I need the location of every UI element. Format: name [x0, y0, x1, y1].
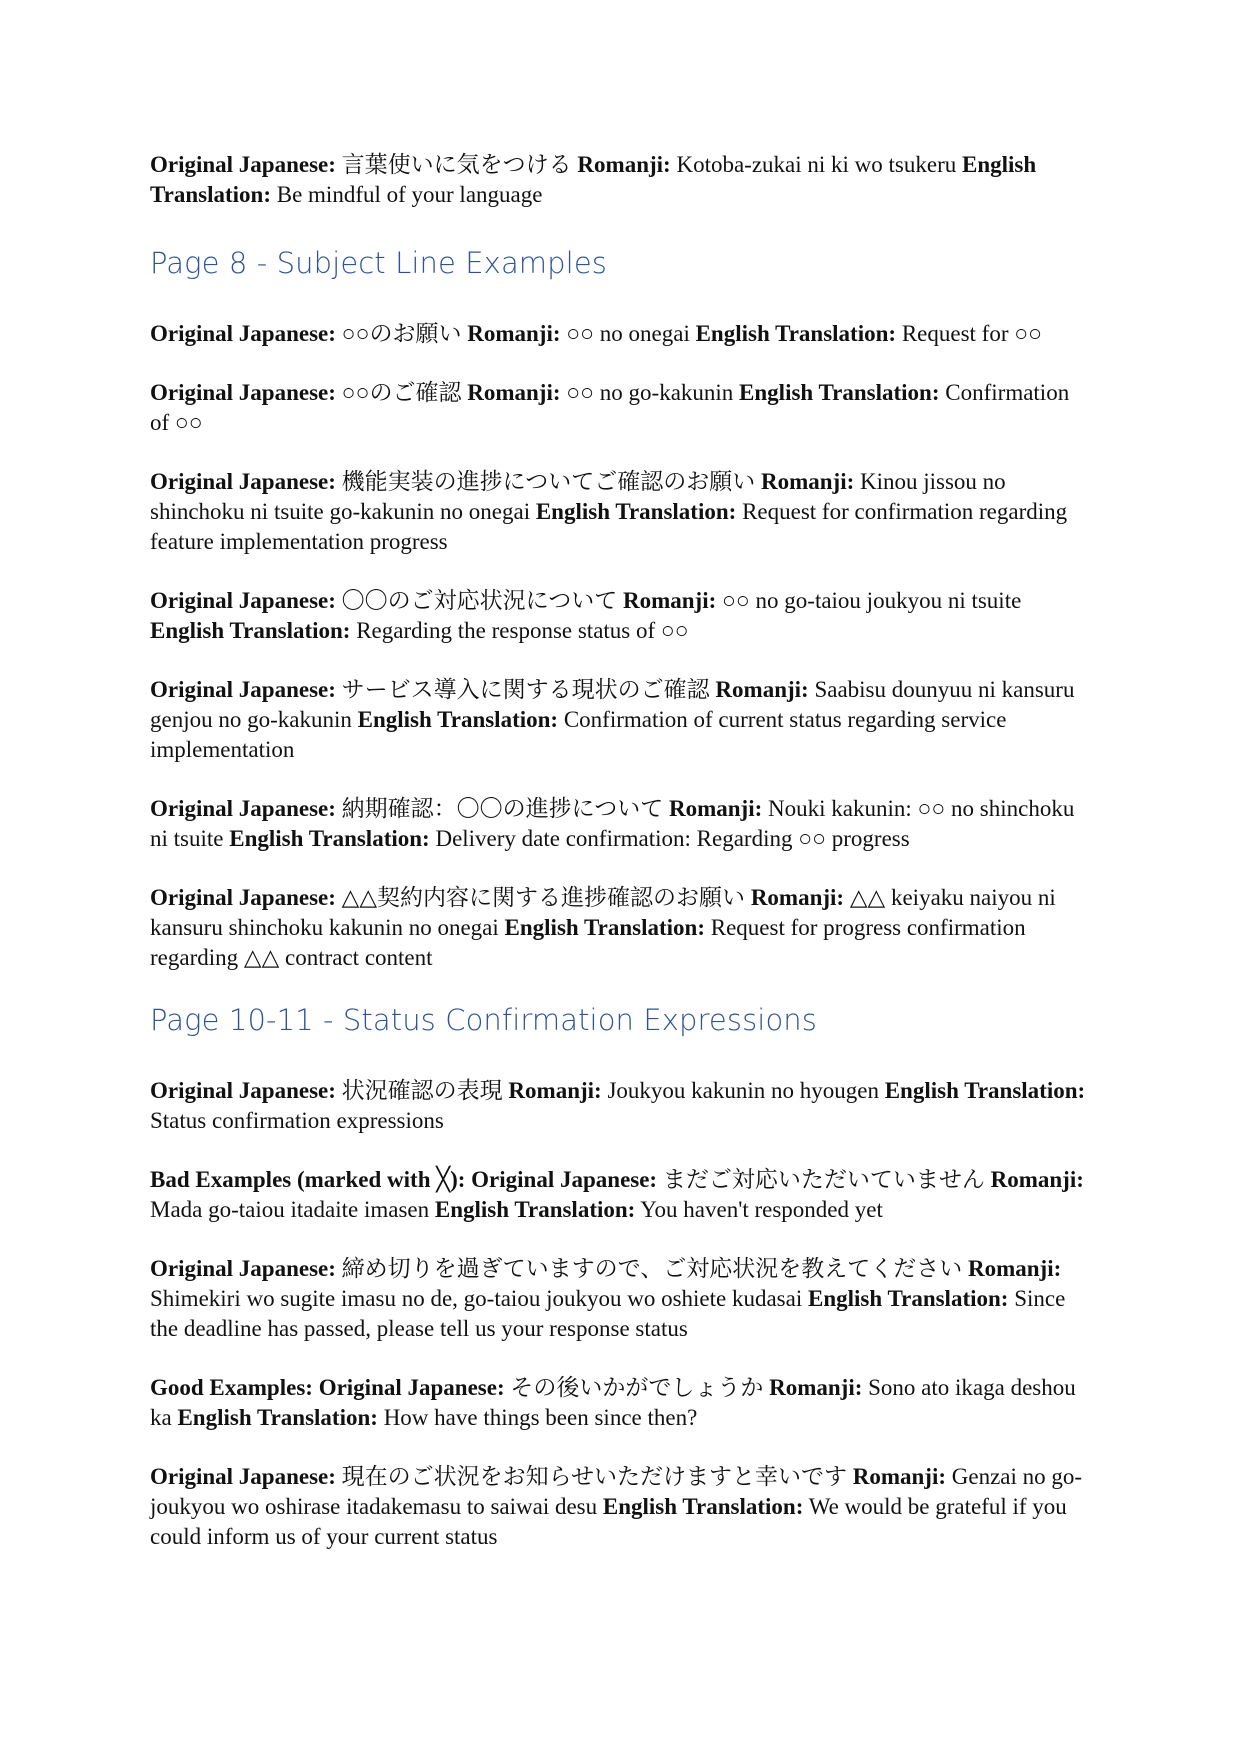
japanese-text: 言葉使いに気をつける	[341, 152, 572, 177]
label-english-translation: English Translation:	[535, 499, 737, 524]
english-text: Status confirmation expressions	[150, 1108, 444, 1133]
label-english-translation: English Translation:	[884, 1078, 1086, 1103]
entry	[150, 794, 1090, 854]
romanji-text: Joukyou kakunin no hyougen	[607, 1078, 879, 1103]
label-original-japanese: Original Japanese:	[150, 796, 336, 821]
entry	[150, 1462, 1090, 1552]
label-romanji: Romanji:	[622, 588, 717, 613]
romanji-text: ○○ no go-taiou joukyou ni tsuite	[722, 588, 1022, 613]
english-text: Be mindful of your language	[276, 182, 543, 207]
english-text: Since the deadline has passed, please tell us your response status	[150, 1286, 1066, 1341]
japanese-text: 納期確認：〇〇の進捗について	[341, 796, 664, 821]
label-original-japanese: Original Japanese:	[318, 1375, 505, 1400]
label-original-japanese: Original Japanese:	[150, 380, 336, 405]
romanji-text: Shimekiri wo sugite imasu no de, go-taiou joukyou wo oshiete kudasai	[150, 1286, 803, 1311]
japanese-text: 状況確認の表現	[341, 1078, 503, 1103]
japanese-text: その後いかがでしょうか	[510, 1375, 764, 1400]
entry	[150, 319, 1090, 349]
label-romanji: Romanji:	[852, 1464, 947, 1489]
romanji-text: ○○ no onegai	[566, 321, 690, 346]
english-text: Confirmation of current status regarding service implementation	[150, 707, 1007, 762]
english-text: Delivery date confirmation: Regarding ○○ progress	[435, 826, 910, 851]
bad-examples-label: Bad Examples (marked with ╳):	[150, 1167, 466, 1192]
label-romanji: Romanji:	[990, 1167, 1084, 1192]
japanese-text: △△契約内容に関する進捗確認のお願い	[341, 885, 746, 910]
label-english-translation: English Translation:	[229, 826, 430, 851]
entry-good-example	[150, 1373, 1090, 1433]
english-text: We would be grateful if you could inform us of your current status	[150, 1494, 1067, 1549]
label-english-translation: English Translation:	[602, 1494, 804, 1519]
label-original-japanese: Original Japanese:	[150, 588, 336, 613]
label-original-japanese: Original Japanese:	[471, 1167, 658, 1192]
english-text: Request for confirmation regarding feature implementation progress	[150, 499, 1068, 554]
japanese-text: サービス導入に関する現状のご確認	[341, 677, 710, 702]
label-romanji: Romanji:	[668, 796, 763, 821]
label-original-japanese: Original Japanese:	[150, 1078, 336, 1103]
romanji-text: Kinou jissou no shinchoku ni tsuite go-kakunin no onegai	[150, 469, 1006, 524]
document-page	[150, 150, 1090, 1581]
japanese-text: ○○のご確認	[341, 380, 462, 405]
label-romanji: Romanji:	[750, 885, 845, 910]
romanji-text: ○○ no go-kakunin	[566, 380, 734, 405]
label-english-translation: English Translation:	[357, 707, 559, 732]
label-romanji: Romanji:	[715, 677, 809, 702]
label-romanji: Romanji:	[508, 1078, 602, 1103]
english-text: How have things been since then?	[383, 1405, 698, 1430]
entry	[150, 883, 1090, 973]
english-text: Request for ○○	[901, 321, 1043, 346]
entry	[150, 1076, 1090, 1136]
intro-entry	[150, 150, 1090, 210]
entry	[150, 586, 1090, 646]
label-english-translation: English Translation:	[807, 1286, 1009, 1311]
english-text: Confirmation of ○○	[150, 380, 1070, 435]
romanji-text: Mada go-taiou itadaite imasen	[150, 1197, 430, 1222]
romanji-text: △△ keiyaku naiyou ni kansuru shinchoku kakunin no onegai	[150, 885, 1056, 940]
label-original-japanese: Original Japanese:	[150, 1256, 336, 1281]
label-romanji: Romanji:	[967, 1256, 1062, 1281]
romanji-text: Kotoba-zukai ni ki wo tsukeru	[676, 152, 957, 177]
label-original-japanese: Original Japanese:	[150, 885, 336, 910]
japanese-text: 機能実装の進捗についてご確認のお願い	[341, 469, 756, 494]
romanji-text: Nouki kakunin: ○○ no shinchoku ni tsuite	[150, 796, 1075, 851]
entry	[150, 1254, 1090, 1344]
japanese-text: まだご対応いただいていません	[662, 1167, 985, 1192]
label-romanji: Romanji:	[467, 321, 561, 346]
japanese-text: 〇〇のご対応状況について	[341, 588, 618, 613]
romanji-text: Sono ato ikaga deshou ka	[150, 1375, 1076, 1430]
entry	[150, 467, 1090, 557]
label-romanji: Romanji:	[760, 469, 855, 494]
japanese-text: 現在のご状況をお知らせいただけますと幸いです	[341, 1464, 847, 1489]
japanese-text: ○○のお願い	[341, 321, 462, 346]
label-original-japanese: Original Japanese:	[150, 677, 336, 702]
label-original-japanese: Original Japanese:	[150, 469, 336, 494]
label-original-japanese: Original Japanese:	[150, 152, 336, 177]
english-text: Regarding the response status of ○○	[356, 618, 689, 643]
section-heading-status-confirmation: Page 10-11 - Status Confirmation Expressions	[150, 1003, 817, 1037]
label-romanji: Romanji:	[467, 380, 561, 405]
entry-bad-example	[150, 1165, 1090, 1225]
label-english-translation: English Translation:	[504, 915, 705, 940]
section-heading-subject-lines: Page 8 - Subject Line Examples	[150, 246, 607, 280]
label-english-translation: English Translation:	[150, 618, 351, 643]
label-romanji: Romanji:	[769, 1375, 863, 1400]
romanji-text: Saabisu dounyuu ni kansuru genjou no go-kakunin	[150, 677, 1075, 732]
japanese-text: 締め切りを過ぎていますので、ご対応状況を教えてください	[341, 1256, 963, 1281]
label-original-japanese: Original Japanese:	[150, 321, 336, 346]
entry	[150, 675, 1090, 765]
label-romanji: Romanji:	[577, 152, 671, 177]
label-english-translation: English Translation:	[739, 380, 940, 405]
label-english-translation: English Translation:	[695, 321, 897, 346]
label-english-translation: English Translation:	[434, 1197, 636, 1222]
romanji-text: Genzai no go-joukyou wo oshirase itadakemasu to saiwai desu	[150, 1464, 1083, 1519]
english-text: You haven't responded yet	[640, 1197, 883, 1222]
label-original-japanese: Original Japanese:	[150, 1464, 336, 1489]
label-english-translation: English Translation:	[177, 1405, 378, 1430]
good-examples-label: Good Examples:	[150, 1375, 313, 1400]
label-english-translation: English Translation:	[150, 152, 1037, 207]
entry	[150, 378, 1090, 438]
english-text: Request for progress confirmation regarding △△ contract content	[150, 915, 1026, 970]
